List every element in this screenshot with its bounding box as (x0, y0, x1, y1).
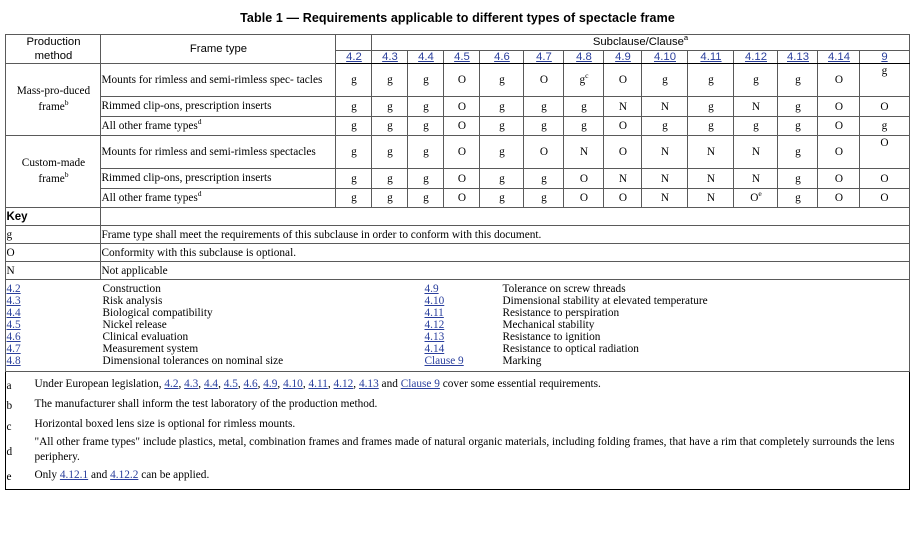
inline-text: can be applied. (138, 468, 210, 481)
inline-text: , (178, 377, 185, 390)
cell-value: N (564, 136, 604, 169)
cell-value: O (860, 136, 909, 169)
method-footnote-mark: b (64, 97, 69, 107)
inline-text: , (198, 377, 204, 390)
cell-value: O (818, 97, 860, 117)
cell-value: g (480, 64, 524, 97)
cell-value-with-footnote (564, 64, 604, 97)
cell-value: g (372, 189, 408, 208)
subclause-ref[interactable]: 4.13 (424, 331, 445, 344)
subclause-desc: Marking (502, 355, 542, 368)
cell-value: N (642, 189, 688, 208)
inline-clause-link[interactable]: 4.11 (308, 377, 328, 390)
footnotes-container (6, 372, 909, 490)
cell-value: g (372, 64, 408, 97)
cell-value: O (524, 136, 564, 169)
subclause-list-item (6, 331, 909, 343)
key-row-n (6, 262, 909, 280)
method-footnote-mark: b (64, 169, 69, 179)
inline-text: , (327, 377, 334, 390)
cell-value: g (408, 136, 444, 169)
cell-value: N (734, 136, 778, 169)
col-header-4-5[interactable]: 4.5 (444, 50, 480, 64)
cell-value: g (778, 189, 818, 208)
cell-value: N (688, 169, 734, 189)
key-row-o (6, 244, 909, 262)
header-production-method: Production method (6, 35, 101, 64)
cell-production-method-custom-made (6, 136, 101, 208)
key-symbol-o: O (6, 244, 101, 262)
cell-footnote-mark: c (585, 71, 589, 81)
subclause-desc: Resistance to ignition (502, 331, 601, 344)
cell-value: g (372, 136, 408, 169)
cell-value: O (444, 117, 480, 136)
cell-value: g (524, 169, 564, 189)
subclause-list-container (6, 280, 909, 372)
cell-value: g (336, 64, 372, 97)
key-label: Key (6, 208, 101, 226)
header-subclause-label: Subclause/Clause (592, 36, 684, 49)
inline-text: , (257, 377, 264, 390)
inline-clause-link[interactable]: 4.2 (164, 377, 179, 390)
cell-value: g (408, 97, 444, 117)
header-subclause-footnote-mark: a (683, 33, 689, 43)
subclause-desc: Tolerance on screw threads (502, 283, 626, 296)
cell-value: g (480, 97, 524, 117)
cell-value: g (688, 64, 734, 97)
requirements-table (5, 34, 909, 490)
key-meaning-n: Not applicable (101, 262, 909, 280)
subclause-list-item (6, 343, 909, 355)
subclause-desc: Dimensional stability at elevated temperature (502, 295, 708, 308)
cell-value: O (818, 117, 860, 136)
col-header-4-9[interactable]: 4.9 (604, 50, 642, 64)
cell-value: g (372, 169, 408, 189)
header-subclause-clause (372, 35, 909, 51)
cell-value: g (408, 64, 444, 97)
cell-value: g (372, 117, 408, 136)
footnote-text-b (34, 394, 908, 414)
cell-value: g (642, 117, 688, 136)
subclause-desc: Resistance to perspiration (502, 307, 620, 320)
page-title: Table 1 — Requirements applicable to different types of spectacle frame (240, 11, 675, 25)
cell-value: g (524, 117, 564, 136)
col-header-4-7[interactable]: 4.7 (524, 50, 564, 64)
inline-text: and (88, 468, 111, 481)
cell-value: g (408, 189, 444, 208)
cell-value: g (480, 136, 524, 169)
cell-frame-type (101, 189, 336, 208)
cell-value: O (860, 169, 909, 189)
cell-value: g (778, 97, 818, 117)
table-row (6, 189, 909, 208)
subclause-desc: Resistance to optical radiation (502, 343, 639, 356)
cell-value: g (480, 169, 524, 189)
subclause-list-item (6, 319, 909, 331)
cell-value: g (336, 169, 372, 189)
method-label: Custom-made frame (21, 157, 86, 185)
cell-value: g (336, 189, 372, 208)
cell-value: O (604, 189, 642, 208)
inline-clause-link[interactable]: 4.6 (243, 377, 258, 390)
subclause-ref[interactable]: 4.6 (6, 331, 21, 344)
col-header-4-13[interactable]: 4.13 (778, 50, 818, 64)
cell-value: O (818, 189, 860, 208)
cell-value: O (564, 189, 604, 208)
subclause-desc: Mechanical stability (502, 319, 595, 332)
inline-clause-link[interactable]: 4.4 (203, 377, 219, 390)
subclause-ref[interactable]: 4.10 (424, 295, 445, 308)
footnotes-body (6, 374, 908, 486)
inline-text: , (218, 377, 224, 390)
cell-value: N (642, 136, 688, 169)
footnote-mark-c: c (6, 420, 12, 433)
inline-text: , (237, 377, 244, 390)
subclause-list-item (6, 355, 909, 367)
inline-clause-link[interactable]: 4.12.2 (110, 468, 139, 481)
header-frame-type: Frame type (101, 35, 336, 64)
cell-value: O (444, 169, 480, 189)
cell-frame-type: Mounts for rimless and semi-rimless spectacles (101, 136, 336, 169)
subclause-desc: Risk analysis (102, 295, 163, 308)
key-symbol-g: g (6, 226, 101, 244)
cell-value: O (818, 169, 860, 189)
cell-value-with-footnote (734, 189, 778, 208)
subclause-desc: Construction (102, 283, 161, 296)
subclause-ref[interactable]: 4.4 (6, 307, 21, 320)
cell-value: g (408, 117, 444, 136)
header-spacer (336, 35, 372, 51)
cell-frame-type: Rimmed clip-ons, prescription inserts (101, 97, 336, 117)
inline-text: The manufacturer shall inform the test laboratory of the production method. (34, 397, 378, 410)
cell-value: g (480, 189, 524, 208)
cell-value: g (408, 169, 444, 189)
inline-text: , (277, 377, 284, 390)
cell-value: O (604, 117, 642, 136)
cell-value: O (860, 189, 909, 208)
table-row (6, 64, 909, 97)
subclause-ref[interactable]: 4.3 (6, 295, 21, 308)
cell-value: N (604, 97, 642, 117)
cell-frame-type (101, 117, 336, 136)
inline-text: Only (34, 468, 60, 481)
subclause-ref[interactable]: 4.2 (6, 283, 21, 296)
method-label: Mass-pro-duced frame (16, 85, 91, 113)
table-row (6, 136, 909, 169)
footnote-mark-b: b (6, 400, 13, 413)
cell-value: O (818, 136, 860, 169)
frame-type-footnote-mark: d (197, 189, 202, 199)
cell-value: g (778, 136, 818, 169)
subclause-desc: Clinical evaluation (102, 331, 189, 344)
col-header-4-2[interactable]: 4.2 (336, 50, 372, 64)
footnote-mark-a: a (6, 380, 12, 393)
inline-clause-link[interactable]: Clause 9 (400, 377, 440, 390)
cell-value: g (778, 117, 818, 136)
cell-value: N (734, 97, 778, 117)
cell-value: g (688, 117, 734, 136)
cell-value: g (480, 117, 524, 136)
table-row (6, 97, 909, 117)
cell-value: N (688, 136, 734, 169)
key-header-row (6, 208, 909, 226)
subclause-ref[interactable]: 4.9 (424, 283, 439, 296)
key-header-empty (101, 208, 909, 226)
cell-value: O (860, 97, 909, 117)
inline-text: "All other frame types" include plastics, metal, combination frames and frames made of natural organic materials, including folding frames, that have a rim that completely surrounds the lens periphery. (34, 435, 895, 464)
subclause-list-item (6, 295, 909, 307)
inline-text: and (378, 377, 401, 390)
key-meaning-g: Frame type shall meet the requirements of this subclause in order to conform with this document. (101, 226, 909, 244)
footnote-row (6, 372, 909, 490)
cell-value: O (604, 136, 642, 169)
inline-text: cover some essential requirements. (439, 377, 601, 390)
subclause-list-row (6, 280, 909, 372)
inline-clause-link[interactable]: 4.10 (283, 377, 303, 390)
footnote-mark-d: d (6, 446, 13, 459)
subclause-list-item (6, 283, 909, 295)
footnote-item (6, 374, 908, 394)
cell-frame-type: Rimmed clip-ons, prescription inserts (101, 169, 336, 189)
footnote-item (6, 415, 908, 435)
cell-value: g (564, 117, 604, 136)
subclause-ref[interactable]: 4.8 (6, 355, 21, 368)
inline-clause-link[interactable]: 4.12.1 (59, 468, 89, 481)
cell-frame-type: Mounts for rimless and semi-rimless spec- tacles (101, 64, 336, 97)
cell-value: g (524, 97, 564, 117)
subclause-ref[interactable]: Clause 9 (424, 355, 464, 368)
cell-value: g (734, 117, 778, 136)
cell-value: g (860, 64, 909, 97)
cell-value: O (564, 169, 604, 189)
cell-value: g (688, 97, 734, 117)
footnotes-table (6, 374, 908, 486)
footnote-mark-e: e (6, 471, 12, 484)
footnote-item (6, 465, 908, 485)
cell-value: O (604, 64, 642, 97)
inline-text: , (353, 377, 359, 390)
cell-value: O (818, 64, 860, 97)
inline-text: , (302, 377, 309, 390)
subclause-list-item (6, 307, 909, 319)
col-header-4-10[interactable]: 4.10 (642, 50, 688, 64)
frame-type-footnote-mark: d (197, 117, 202, 127)
cell-value: O (444, 189, 480, 208)
col-header-4-14[interactable]: 4.14 (818, 50, 860, 64)
col-header-4-4[interactable]: 4.4 (408, 50, 444, 64)
key-meaning-o: Conformity with this subclause is optional. (101, 244, 909, 262)
cell-production-method-mass-produced (6, 64, 101, 136)
table-row (6, 117, 909, 136)
cell-value: g (336, 97, 372, 117)
cell-value-text: g (579, 74, 586, 87)
col-header-9[interactable]: 9 (860, 50, 909, 64)
cell-value: g (336, 117, 372, 136)
subclause-ref[interactable]: 4.7 (6, 343, 21, 356)
inline-clause-link[interactable]: 4.5 (223, 377, 238, 390)
cell-value-text: O (750, 192, 759, 205)
cell-value: O (444, 97, 480, 117)
inline-clause-link[interactable]: 4.9 (263, 377, 278, 390)
footnote-text-a (34, 374, 908, 394)
cell-value: g (734, 64, 778, 97)
cell-value: g (778, 64, 818, 97)
cell-value: N (604, 169, 642, 189)
cell-value: g (564, 97, 604, 117)
subclause-list-table (6, 283, 909, 367)
subclause-ref[interactable]: 4.5 (6, 319, 21, 332)
cell-value: g (642, 64, 688, 97)
col-header-4-6[interactable]: 4.6 (480, 50, 524, 64)
footnote-text-e (34, 465, 908, 485)
cell-value: g (372, 97, 408, 117)
inline-text: Under European legislation, (34, 377, 165, 390)
subclause-desc: Dimensional tolerances on nominal size (102, 355, 284, 368)
subclause-desc: Biological compatibility (102, 307, 213, 320)
cell-value: g (336, 136, 372, 169)
footnote-text-d (34, 435, 908, 466)
table-row (6, 169, 909, 189)
key-row-g (6, 226, 909, 244)
table-header-row-1 (6, 35, 909, 51)
cell-value: N (642, 169, 688, 189)
cell-value: g (778, 169, 818, 189)
col-header-4-8[interactable]: 4.8 (564, 50, 604, 64)
subclause-list-body (6, 283, 909, 367)
cell-value: O (444, 64, 480, 97)
cell-value: g (524, 189, 564, 208)
col-header-4-11[interactable]: 4.11 (688, 50, 734, 64)
col-header-4-3[interactable]: 4.3 (372, 50, 408, 64)
frame-type-text: All other frame types (101, 119, 198, 132)
footnote-text-c (34, 415, 908, 435)
subclause-desc: Nickel release (102, 319, 167, 332)
table-body (6, 35, 909, 490)
subclause-ref[interactable]: 4.11 (424, 307, 444, 320)
subclause-ref[interactable]: 4.12 (424, 319, 445, 332)
frame-type-text: All other frame types (101, 191, 198, 204)
cell-value: N (688, 189, 734, 208)
col-header-4-12[interactable]: 4.12 (734, 50, 778, 64)
cell-value: N (734, 169, 778, 189)
key-symbol-n: N (6, 262, 101, 280)
cell-value: O (444, 136, 480, 169)
cell-value: g (860, 117, 909, 136)
subclause-desc: Measurement system (102, 343, 199, 356)
inline-text: Horizontal boxed lens size is optional for rimless mounts. (34, 418, 296, 431)
inline-clause-link[interactable]: 4.12 (333, 377, 354, 390)
subclause-ref[interactable]: 4.14 (424, 343, 445, 356)
inline-clause-link[interactable]: 4.13 (358, 377, 379, 390)
footnote-item (6, 394, 908, 414)
cell-value: N (642, 97, 688, 117)
cell-footnote-mark: e (758, 189, 762, 199)
cell-value: O (524, 64, 564, 97)
inline-clause-link[interactable]: 4.3 (184, 377, 199, 390)
footnote-item (6, 435, 908, 466)
